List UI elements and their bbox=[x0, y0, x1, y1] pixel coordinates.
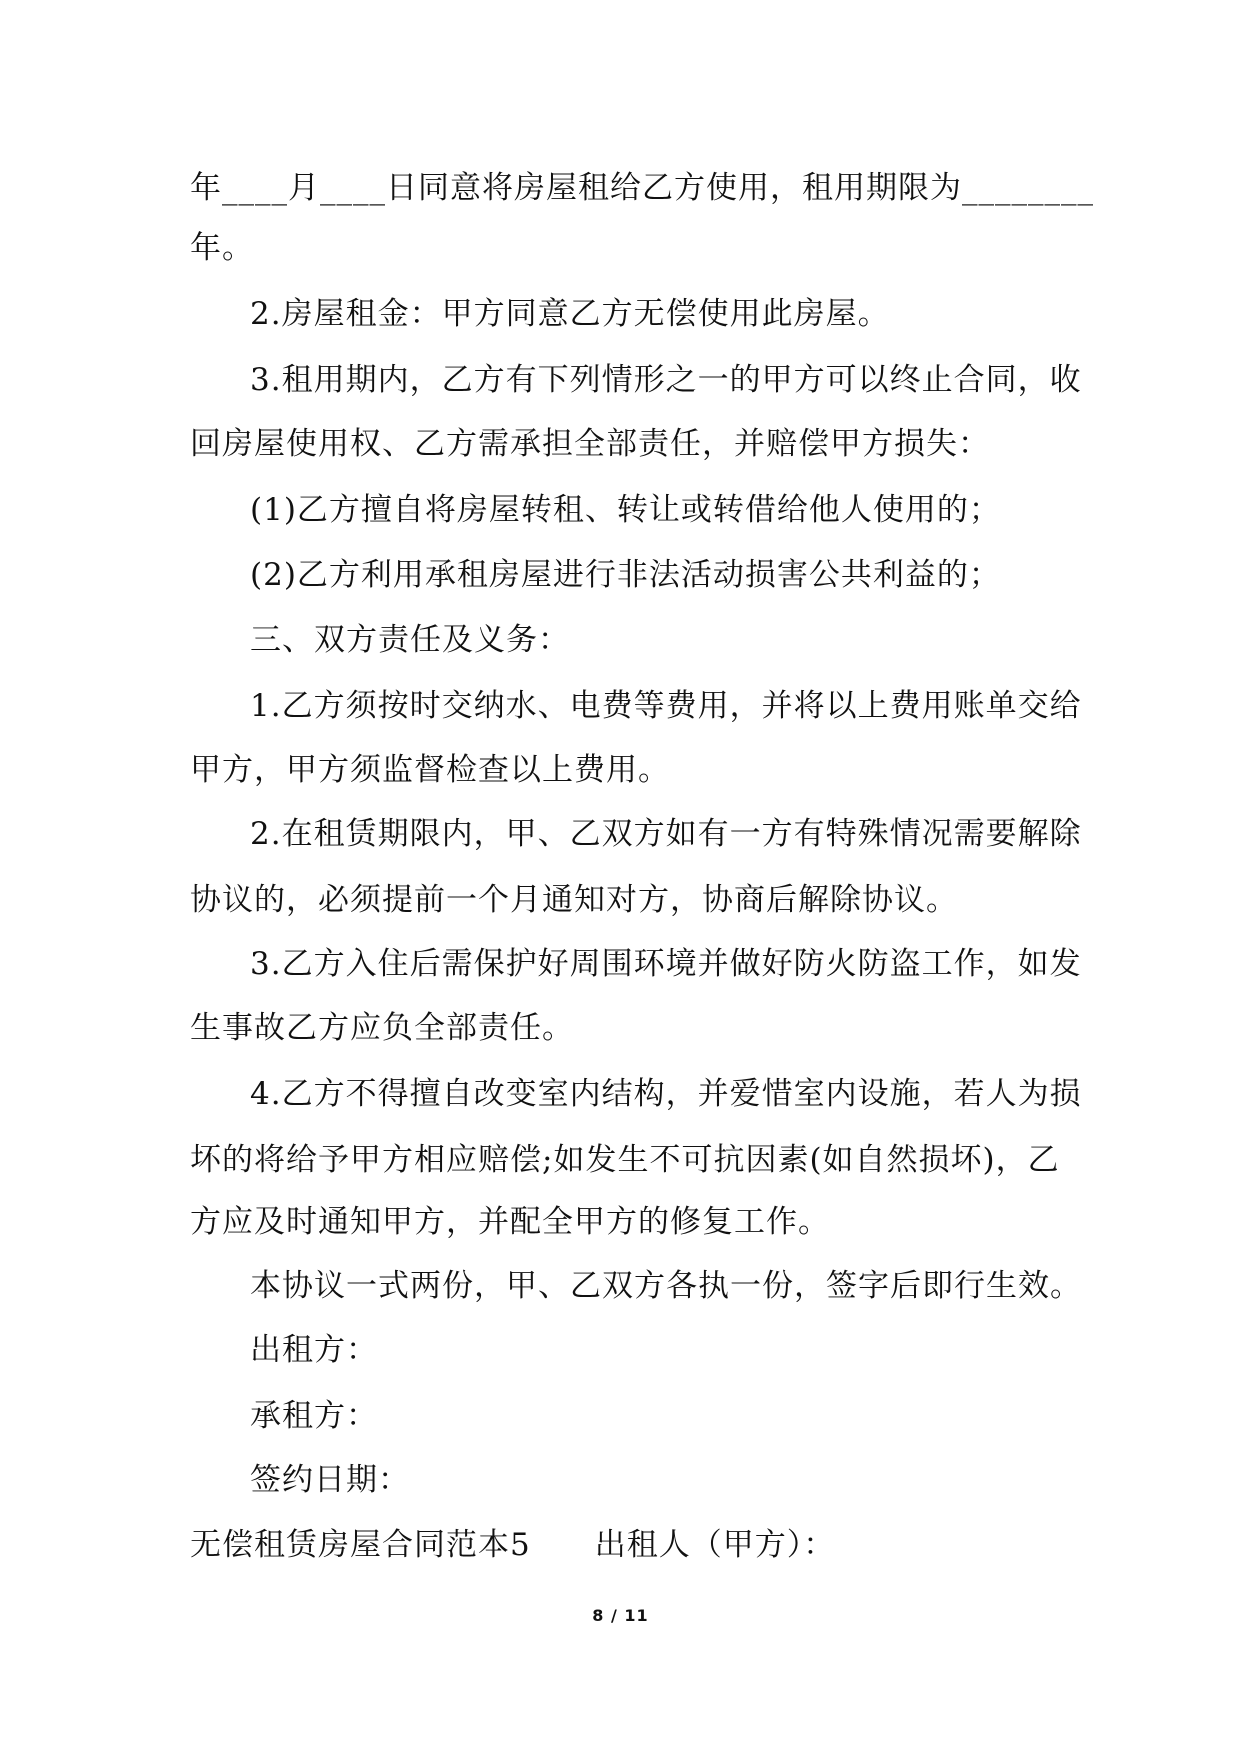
text-line: (1)乙方擅自将房屋转租、转让或转借给他人使用的； bbox=[250, 492, 1001, 528]
text-line: 坏的将给予甲方相应赔偿;如发生不可抗因素(如自然损坏)，乙 bbox=[190, 1142, 1060, 1178]
text-line: 方应及时通知甲方，并配全甲方的修复工作。 bbox=[190, 1204, 830, 1240]
text-line: 年。 bbox=[190, 230, 254, 266]
section-heading: 三、双方责任及义务： bbox=[250, 622, 570, 658]
text-line: 本协议一式两份，甲、乙双方各执一份，签字后即行生效。 bbox=[250, 1268, 1082, 1304]
section-title: 无偿租赁房屋合同范本5 出租人（甲方）： bbox=[190, 1527, 836, 1563]
text-line: 3.乙方入住后需保护好周围环境并做好防火防盗工作，如发 bbox=[250, 946, 1082, 982]
signing-date-label: 签约日期： bbox=[250, 1462, 410, 1498]
page-number: 8 / 11 bbox=[592, 1606, 649, 1625]
text-line: (2)乙方利用承租房屋进行非法活动损害公共利益的； bbox=[250, 557, 1001, 593]
lessee-signature-label: 承租方： bbox=[250, 1398, 378, 1434]
lessor-signature-label: 出租方： bbox=[250, 1332, 378, 1368]
text-line: 甲方，甲方须监督检查以上费用。 bbox=[190, 752, 670, 788]
text-line: 3.租用期内，乙方有下列情形之一的甲方可以终止合同，收 bbox=[250, 362, 1082, 398]
text-line: 2.在租赁期限内，甲、乙双方如有一方有特殊情况需要解除 bbox=[250, 816, 1082, 852]
text-line: 协议的，必须提前一个月通知对方，协商后解除协议。 bbox=[190, 882, 958, 918]
text-line: 生事故乙方应负全部责任。 bbox=[190, 1010, 574, 1046]
text-line: 2.房屋租金：甲方同意乙方无偿使用此房屋。 bbox=[250, 296, 890, 332]
text-line: 4.乙方不得擅自改变室内结构，并爱惜室内设施，若人为损 bbox=[250, 1076, 1082, 1112]
text-line: 回房屋使用权、乙方需承担全部责任，并赔偿甲方损失： bbox=[190, 426, 990, 462]
text-line: 1.乙方须按时交纳水、电费等费用，并将以上费用账单交给 bbox=[250, 688, 1082, 724]
text-line: 年____月____日同意将房屋租给乙方使用，租用期限为________ bbox=[190, 170, 1094, 206]
